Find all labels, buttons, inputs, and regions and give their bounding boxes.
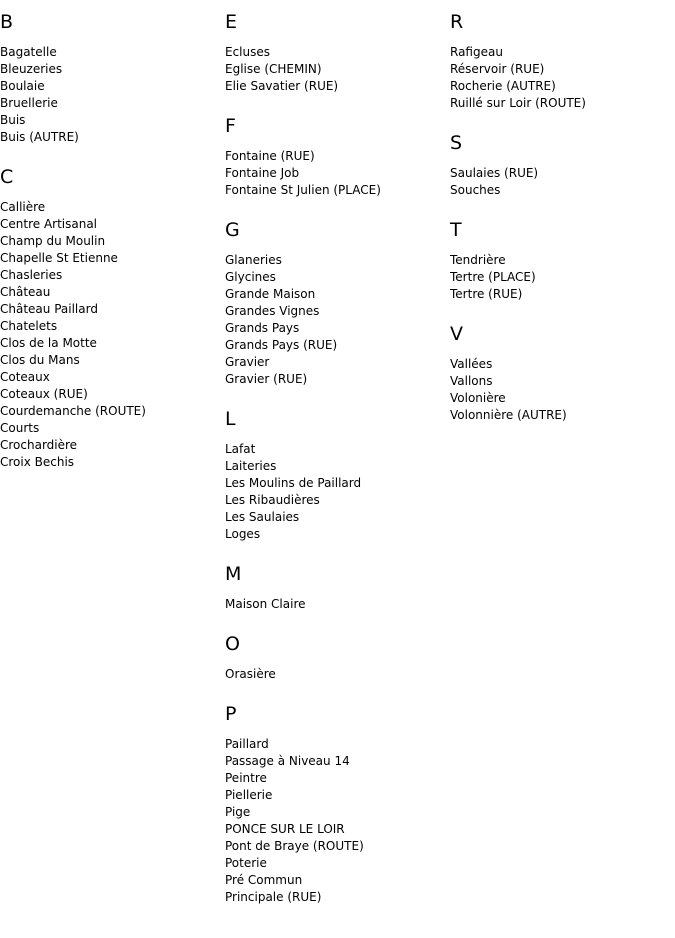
street-link[interactable]: Callière [0, 200, 46, 214]
letter-section-r [450, 11, 675, 112]
street-link[interactable]: Ruillé sur Loir (ROUTE) [450, 96, 586, 110]
letter-section-t [450, 219, 675, 303]
street-link[interactable]: Courdemanche (ROUTE) [0, 404, 146, 418]
street-list [225, 666, 450, 683]
street-link[interactable]: Grands Pays (RUE) [225, 338, 338, 352]
street-link[interactable]: Chapelle St Etienne [0, 251, 118, 265]
section-letter-heading: R [450, 11, 464, 33]
street-link[interactable]: Buis (AUTRE) [0, 130, 79, 144]
letter-section-f [225, 115, 450, 199]
section-letter-heading: F [225, 115, 236, 137]
street-link[interactable]: Volonnière (AUTRE) [450, 408, 567, 422]
index-column-2 [225, 11, 450, 926]
street-link[interactable]: Les Saulaies [225, 510, 300, 524]
letter-section-s [450, 132, 675, 199]
street-link[interactable]: Volonière [450, 391, 506, 405]
street-link[interactable]: Boulaie [0, 79, 45, 93]
street-link[interactable]: Lafat [225, 442, 256, 456]
street-list [450, 252, 675, 303]
street-link[interactable]: Croix Bechis [0, 455, 75, 469]
street-link[interactable]: Buis [0, 113, 26, 127]
letter-section-l [225, 408, 450, 543]
street-link[interactable]: Chasleries [0, 268, 63, 282]
section-letter-heading: M [225, 563, 242, 585]
street-link[interactable]: Bagatelle [0, 45, 57, 59]
letter-section-m [225, 563, 450, 613]
section-letter-heading: P [225, 703, 237, 725]
letter-section-b [0, 11, 225, 146]
street-link[interactable]: Fontaine Job [225, 166, 300, 180]
street-list [225, 44, 450, 95]
street-link[interactable]: Grandes Vignes [225, 304, 320, 318]
section-letter-heading: S [450, 132, 463, 154]
street-link[interactable]: Les Moulins de Paillard [225, 476, 362, 490]
street-link[interactable]: Loges [225, 527, 261, 541]
street-link[interactable]: Clos de la Motte [0, 336, 97, 350]
street-link[interactable]: Peintre [225, 771, 267, 785]
street-link[interactable]: Centre Artisanal [0, 217, 98, 231]
street-link[interactable]: Bleuzeries [0, 62, 63, 76]
street-link[interactable]: Poterie [225, 856, 267, 870]
street-link[interactable]: Paillard [225, 737, 269, 751]
street-link[interactable]: Crochardière [0, 438, 78, 452]
street-link[interactable]: Elie Savatier (RUE) [225, 79, 339, 93]
street-list [450, 165, 675, 199]
letter-section-o [225, 633, 450, 683]
street-list [450, 356, 675, 424]
street-list [225, 148, 450, 199]
street-link[interactable]: Vallées [450, 357, 493, 371]
section-letter-heading: C [0, 166, 14, 188]
street-link[interactable]: Glaneries [225, 253, 282, 267]
street-link[interactable]: Vallons [450, 374, 493, 388]
index-column-3 [450, 11, 675, 444]
street-link[interactable]: Gravier (RUE) [225, 372, 308, 386]
street-link[interactable]: Tendrière [450, 253, 506, 267]
street-link[interactable]: Pré Commun [225, 873, 303, 887]
street-link[interactable]: Saulaies (RUE) [450, 166, 539, 180]
street-list [225, 252, 450, 388]
street-list [450, 44, 675, 112]
index-column-1 [0, 11, 225, 491]
street-link[interactable]: Château [0, 285, 51, 299]
street-list [225, 736, 450, 906]
section-letter-heading: T [450, 219, 462, 241]
street-link[interactable]: Coteaux (RUE) [0, 387, 88, 401]
street-link[interactable]: Château Paillard [0, 302, 98, 316]
section-letter-heading: B [0, 11, 14, 33]
letter-section-c [0, 166, 225, 471]
street-link[interactable]: Principale (RUE) [225, 890, 322, 904]
street-link[interactable]: Rocherie (AUTRE) [450, 79, 556, 93]
street-link[interactable]: Tertre (PLACE) [450, 270, 536, 284]
street-list [0, 44, 225, 146]
street-link[interactable]: Gravier [225, 355, 270, 369]
section-letter-heading: V [450, 323, 463, 345]
street-link[interactable]: Pont de Braye (ROUTE) [225, 839, 364, 853]
section-letter-heading: E [225, 11, 238, 33]
street-link[interactable]: Les Ribaudières [225, 493, 320, 507]
street-link[interactable]: Bruellerie [0, 96, 58, 110]
street-link[interactable]: Maison Claire [225, 597, 306, 611]
letter-section-v [450, 323, 675, 424]
street-link[interactable]: Rafigeau [450, 45, 503, 59]
street-link[interactable]: Passage à Niveau 14 [225, 754, 350, 768]
street-link[interactable]: Réservoir (RUE) [450, 62, 545, 76]
street-link[interactable]: PONCE SUR LE LOIR [225, 822, 345, 836]
street-link[interactable]: Fontaine St Julien (PLACE) [225, 183, 381, 197]
street-link[interactable]: Piellerie [225, 788, 273, 802]
letter-section-p [225, 703, 450, 906]
street-link[interactable]: Grands Pays [225, 321, 300, 335]
street-link[interactable]: Souches [450, 183, 501, 197]
street-link[interactable]: Eglise (CHEMIN) [225, 62, 322, 76]
section-letter-heading: O [225, 633, 240, 655]
street-link[interactable]: Orasière [225, 667, 276, 681]
street-link[interactable]: Glycines [225, 270, 276, 284]
street-link[interactable]: Grande Maison [225, 287, 316, 301]
street-link[interactable]: Pige [225, 805, 251, 819]
street-link[interactable]: Coteaux [0, 370, 50, 384]
street-link[interactable]: Fontaine (RUE) [225, 149, 315, 163]
street-list [225, 596, 450, 613]
street-link[interactable]: Ecluses [225, 45, 271, 59]
section-letter-heading: G [225, 219, 240, 241]
street-link[interactable]: Clos du Mans [0, 353, 80, 367]
street-link[interactable]: Courts [0, 421, 40, 435]
letter-section-e [225, 11, 450, 95]
street-list [225, 441, 450, 543]
street-link[interactable]: Champ du Moulin [0, 234, 106, 248]
section-letter-heading: L [225, 408, 236, 430]
street-link[interactable]: Tertre (RUE) [450, 287, 523, 301]
street-link[interactable]: Chatelets [0, 319, 58, 333]
street-list [0, 199, 225, 471]
street-link[interactable]: Laiteries [225, 459, 277, 473]
letter-section-g [225, 219, 450, 388]
